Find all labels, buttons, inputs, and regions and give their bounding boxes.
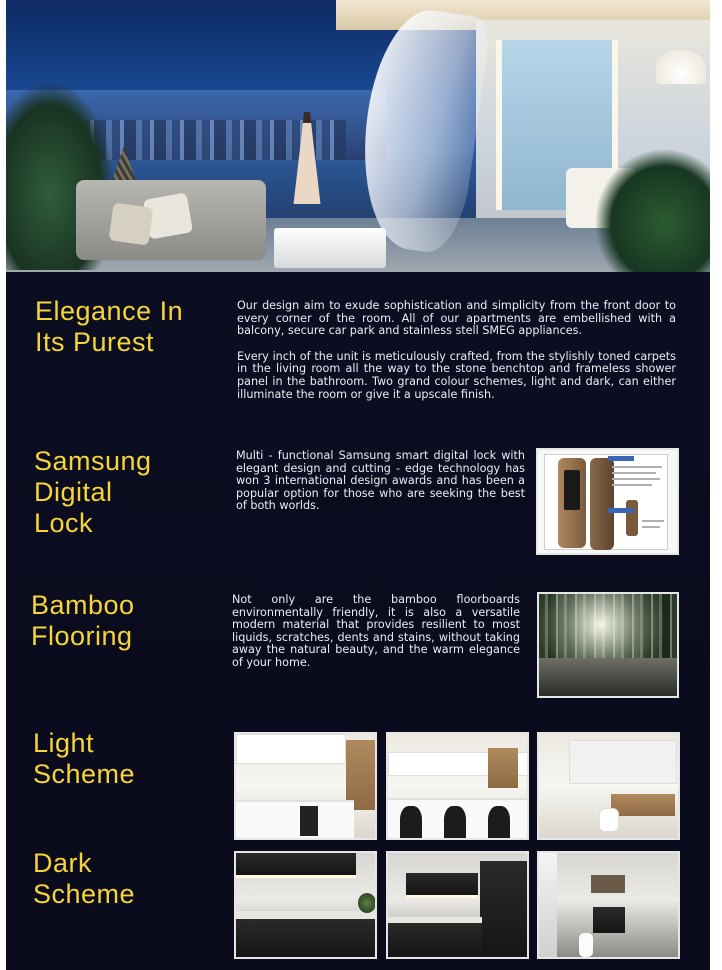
palm-plant-right <box>596 150 710 272</box>
vanity <box>611 794 675 816</box>
coffee-table <box>274 228 386 268</box>
lower-cabinet <box>236 919 377 959</box>
spec-line <box>612 472 656 474</box>
mirror-cabinet <box>591 875 625 893</box>
samsung-lock-product-image <box>536 448 679 555</box>
spec-line <box>612 484 652 486</box>
paragraph: Not only are the bamboo floorboards environmentally friendly, it is also a versatile modern material that provides resilient to most liquids, scratches, dents and stains, without taking away the natural beauty, and the warm elegance of your home. <box>232 593 520 669</box>
heading-bamboo-flooring <box>31 590 135 652</box>
lock-keypad <box>564 470 580 510</box>
heading-light-scheme <box>33 728 135 790</box>
heading-line: Scheme <box>33 879 136 909</box>
spec-line <box>612 466 662 468</box>
heading-line: Bamboo <box>31 590 135 620</box>
bamboo-floor <box>539 658 677 696</box>
spec-tag <box>608 456 634 461</box>
led-strip <box>236 875 356 878</box>
paragraph: Our design aim to exude sophistication and simplicity from the front door to every corner of the room. All of our apartments are embellished with a balcony, secure car park and stainless stell SMEG appliances. <box>237 299 676 338</box>
bamboo-text <box>232 594 520 670</box>
spec-line <box>642 526 660 528</box>
heading-line: Lock <box>34 508 94 538</box>
dark-bathroom-image <box>537 851 680 959</box>
heading-line: Dark <box>33 848 93 878</box>
lock-side <box>590 458 614 550</box>
bar-stool <box>444 806 466 840</box>
upper-cabinet <box>406 873 478 895</box>
heading-elegance <box>35 296 183 358</box>
heading-line: Light <box>33 728 95 758</box>
heading-line: Flooring <box>31 621 133 651</box>
heading-line: Its Purest <box>35 327 155 357</box>
spec-tag <box>608 508 634 513</box>
light-island-image <box>386 732 529 840</box>
dark-kitchen-image <box>234 851 377 959</box>
kitchen-counter <box>236 800 354 840</box>
dark-vanity <box>593 907 625 933</box>
brochure-page <box>6 0 710 970</box>
light-kitchen-image <box>234 732 377 840</box>
paragraph: Every inch of the unit is meticulously crafted, from the stylishly toned carpets in the living room all the way to the stone benchtop and frameless shower panel in the bathroom. Two grand colour schemes, light and dark, can either illuminate the room or give it a upscale finish. <box>237 349 676 401</box>
heading-samsung-lock <box>34 446 152 539</box>
shower-wall <box>539 853 557 959</box>
lock-back <box>626 500 638 536</box>
heading-line: Scheme <box>33 759 136 789</box>
paragraph: Multi - functional Samsung smart digital lock with elegant design and cutting - edge technology has won 3 international design awards and has been a popular option for those who are seeking the best of both worlds. <box>236 449 525 513</box>
dark-island-image <box>386 851 529 959</box>
heading-line: Digital <box>34 477 113 507</box>
lock-text <box>236 450 525 513</box>
upper-cabinet <box>236 853 356 875</box>
kitchen-island <box>388 923 482 959</box>
spec-line <box>612 478 660 480</box>
heading-line: Samsung <box>34 446 152 476</box>
hero-image-balcony-living-room <box>6 0 710 272</box>
bar-stool <box>400 806 422 840</box>
light-bathroom-image <box>537 732 680 840</box>
toilet <box>599 808 619 832</box>
led-strip <box>406 895 478 898</box>
mirror <box>569 740 677 784</box>
toilet <box>579 933 593 957</box>
elegance-text <box>237 300 676 401</box>
wood-panel <box>488 748 518 788</box>
pot-plant <box>358 893 376 913</box>
tall-pantry <box>480 861 528 959</box>
oven <box>300 806 318 836</box>
spec-line <box>642 520 664 522</box>
sofa-cushion <box>109 202 154 245</box>
upper-cabinet <box>236 734 346 764</box>
benchtop <box>236 911 377 919</box>
pendant-lamp <box>656 50 706 84</box>
bamboo-forest-image <box>537 592 679 698</box>
heading-line: Elegance In <box>35 296 184 326</box>
heading-dark-scheme <box>33 848 135 910</box>
bar-stool <box>488 806 510 840</box>
